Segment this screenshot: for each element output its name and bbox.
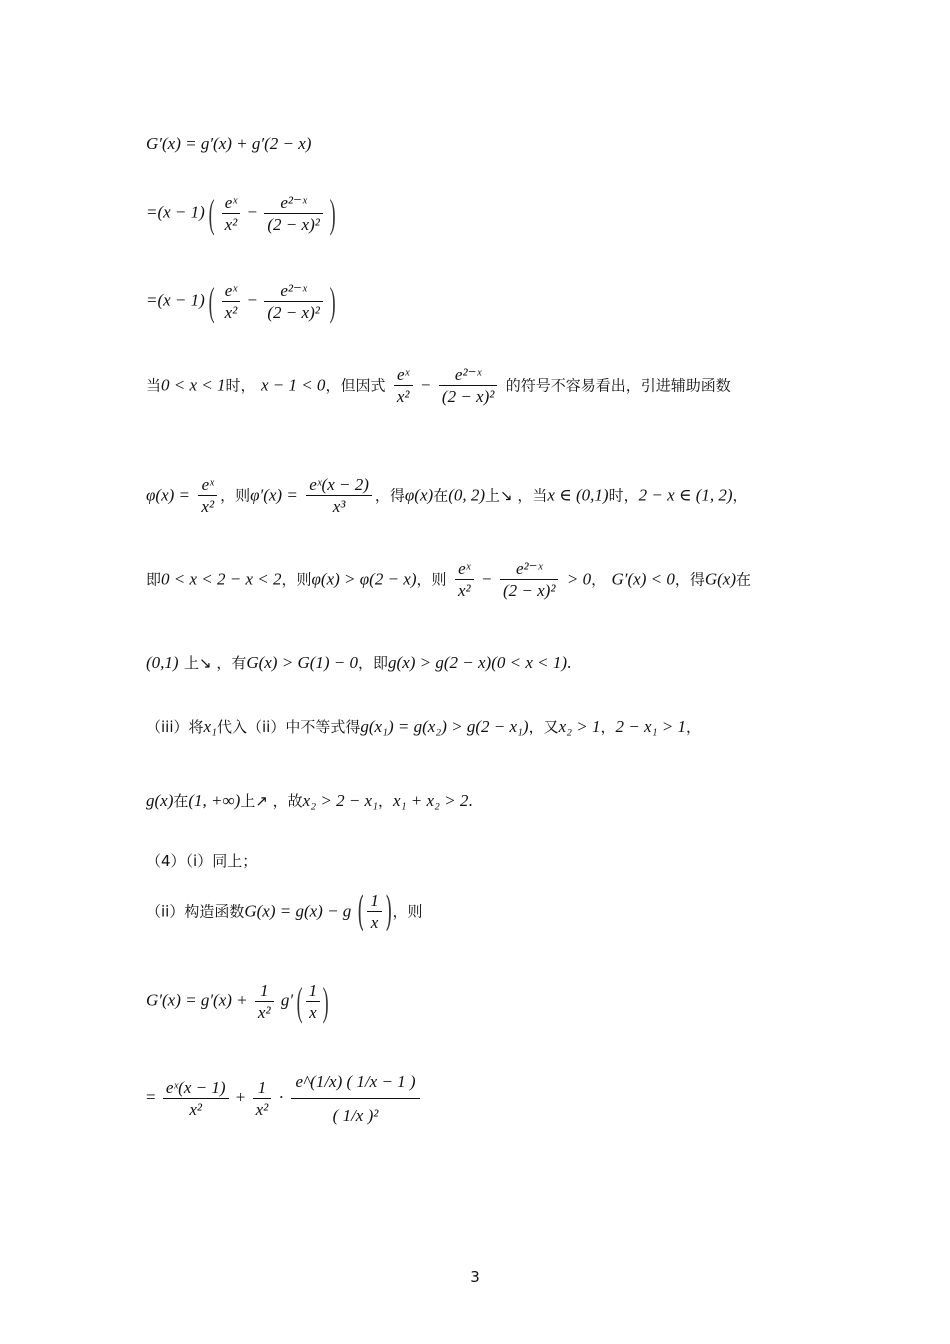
math-variable: x₁ [203, 717, 217, 736]
text-segment: ， [378, 792, 394, 810]
fraction-1-over-x [306, 980, 321, 1024]
g-construction: G(x) = g(x) − g [244, 901, 352, 921]
fraction-e2x-over-2mx2 [264, 192, 322, 236]
text-segment: 在 [736, 570, 752, 589]
phi-definition: φ(x) = [146, 485, 190, 505]
period: . [567, 653, 572, 672]
fraction-denominator: (2 − x)² [441, 387, 495, 407]
fraction-e2x-over-2mx2 [439, 364, 497, 408]
math-inequality: G′(x) < 0 [611, 569, 675, 589]
fraction-phi-prime [306, 474, 372, 518]
minus-sign: − [247, 202, 258, 222]
fraction-numerator: e^(1/x) ( 1/x − 1 ) [291, 1065, 419, 1099]
fraction-e2x-over-2mx2 [264, 280, 322, 324]
compound-fraction [291, 1065, 419, 1133]
text-segment: 当 [146, 376, 162, 395]
text-segment: ， [685, 718, 701, 736]
page-number: 3 [470, 1268, 480, 1286]
text-line-4 [146, 364, 731, 408]
text-segment: ，又 [528, 718, 559, 736]
text-segment: ，则 [220, 486, 251, 505]
fraction-numerator: eˣ [455, 558, 474, 580]
fraction-numerator: e²⁻ˣ [439, 364, 497, 386]
equals-sign: = [146, 1087, 156, 1107]
math-inequality: φ(x) > φ(2 − x) [311, 569, 417, 589]
text-segment: ， [591, 570, 607, 589]
right-paren: ) [322, 978, 329, 1024]
g-prime-expression: G′(x) = g′(x) + [146, 990, 248, 1010]
fraction-denominator: x² [257, 1003, 271, 1023]
left-paren: ( [208, 278, 215, 324]
fraction-numerator: eˣ [394, 364, 413, 386]
fraction-numerator: e²⁻ˣ [264, 280, 322, 302]
fraction-numerator: 1 [367, 890, 382, 912]
fraction-denominator: x² [224, 303, 238, 323]
factor-prefix: =(x − 1) [146, 290, 205, 310]
fraction-ex-over-x2 [394, 364, 413, 408]
text-segment: 上↗ ，故 [240, 792, 303, 810]
math-expression: G(x) [704, 569, 737, 589]
math-inequality: x₁ + x₂ > 2 [393, 791, 469, 810]
fraction-ex-x-minus-1-over-x2 [163, 1077, 229, 1121]
fraction-numerator: 1 [253, 1077, 272, 1099]
fraction-ex-over-x2 [198, 474, 217, 518]
equation-line-2 [146, 192, 335, 236]
text-segment: （ii）构造函数 [146, 902, 245, 921]
fraction-numerator: eˣ(x − 1) [163, 1077, 229, 1099]
fraction-denominator: x [370, 913, 379, 933]
g-prime-sum: G′(x) = g′(x) + g′(2 − x) [146, 134, 312, 153]
math-inequality: g(x₁) = g(x₂) > g(2 − x₁) [360, 717, 529, 736]
left-paren: ( [357, 888, 365, 935]
text-segment: ， [600, 718, 616, 736]
text-line-5 [146, 474, 748, 518]
equation-line-13 [146, 1065, 423, 1133]
text-segment: ，得 [374, 486, 405, 505]
fraction-numerator: eˣ [198, 474, 217, 496]
fraction-denominator: x² [189, 1100, 203, 1120]
g-prime-symbol: g′ [280, 990, 294, 1010]
fraction-1-over-x2 [253, 1077, 272, 1121]
fraction-denominator: (2 − x)² [267, 303, 320, 323]
text-line-11 [146, 890, 422, 934]
fraction-numerator: e²⁻ˣ [264, 192, 322, 214]
right-paren: ) [329, 278, 336, 324]
text-segment: 在 [433, 486, 449, 505]
text-segment: 代入（ii）中不等式得 [216, 718, 361, 736]
fraction-1-over-x [367, 890, 382, 934]
text-segment: （4）（i）同上； [146, 852, 258, 870]
equation-line-12 [146, 980, 328, 1024]
fraction-denominator: x² [201, 497, 215, 517]
fraction-denominator: x³ [332, 497, 346, 517]
fraction-ex-over-x2 [455, 558, 474, 602]
text-line-6 [146, 558, 751, 602]
math-inequality: > 0 [566, 569, 592, 589]
text-line-10 [146, 850, 257, 871]
fraction-ex-over-x2 [222, 280, 241, 324]
minus-sign: − [420, 375, 431, 395]
math-expression: φ(x) [404, 485, 434, 505]
right-paren: ) [385, 888, 393, 935]
left-paren: ( [296, 978, 303, 1024]
fraction-denominator: x² [224, 215, 238, 235]
left-paren: ( [208, 190, 215, 236]
fraction-numerator: e²⁻ˣ [500, 558, 558, 580]
text-line-8 [146, 716, 701, 737]
math-expression: g(x) [146, 791, 174, 810]
fraction-numerator: eˣ [222, 192, 241, 214]
text-line-9 [146, 790, 473, 811]
phi-derivative: φ′(x) = [250, 485, 298, 505]
multiply-dot: · [278, 1087, 285, 1107]
text-segment: ，则 [392, 902, 423, 921]
math-inequality: 0 < x < 1 [161, 375, 226, 395]
math-inequality: 2 − x₁ > 1 [615, 717, 686, 736]
text-segment: 的符号不容易看出，引进辅助函数 [505, 376, 731, 395]
text-segment: 时， [225, 376, 256, 395]
fraction-denominator: x² [457, 581, 471, 601]
math-interval: (0,1) [146, 653, 179, 672]
right-paren: ) [329, 190, 336, 236]
text-segment: ，则 [281, 570, 312, 589]
math-inequality: x₂ > 2 − x₁ [302, 791, 379, 810]
text-segment: 时， [608, 486, 639, 505]
fraction-numerator: 1 [255, 980, 274, 1002]
math-interval: (1, +∞) [188, 791, 241, 810]
text-segment: 即 [146, 570, 162, 589]
math-inequality: g(x) > g(2 − x)(0 < x < 1) [388, 653, 568, 672]
math-interval: (0, 2) [448, 485, 486, 505]
fraction-numerator: eˣ(x − 2) [306, 474, 372, 496]
fraction-denominator: (2 − x)² [503, 581, 556, 601]
fraction-denominator: (2 − x)² [267, 215, 320, 235]
minus-sign: − [247, 290, 258, 310]
equation-line-1 [146, 134, 311, 154]
math-inequality: x₂ > 1 [558, 717, 601, 736]
text-segment: ，得 [674, 570, 705, 589]
fraction-ex-over-x2 [222, 192, 241, 236]
math-membership: x ∈ (0,1) [547, 485, 609, 505]
fraction-denominator: x² [396, 387, 410, 407]
text-line-7 [146, 652, 571, 673]
fraction-numerator: 1 [306, 980, 321, 1002]
text-segment: ，即 [358, 654, 389, 672]
math-inequality: x − 1 < 0 [260, 375, 326, 395]
period: . [468, 791, 473, 810]
equation-line-3 [146, 280, 335, 324]
math-membership: 2 − x ∈ (1, 2) [638, 485, 733, 505]
fraction-1-over-x2 [255, 980, 274, 1024]
math-inequality: 0 < x < 2 − x < 2 [161, 569, 282, 589]
text-segment: 上↘ ，有 [183, 654, 247, 672]
fraction-e2x-over-2mx2 [500, 558, 558, 602]
minus-sign: − [482, 569, 492, 589]
plus-sign: + [235, 1087, 246, 1107]
text-segment: 在 [173, 792, 189, 810]
math-inequality: G(x) > G(1) − 0 [246, 653, 359, 672]
fraction-denominator: x² [255, 1100, 269, 1120]
text-segment: ， [732, 486, 748, 505]
text-segment: 上↘ ，当 [485, 486, 548, 505]
text-segment: ，则 [416, 570, 447, 589]
fraction-denominator: x [309, 1003, 317, 1023]
fraction-denominator: ( 1/x )² [332, 1106, 379, 1126]
text-segment: ，但因式 [325, 376, 386, 395]
text-segment: （iii）将 [146, 718, 204, 736]
fraction-numerator: eˣ [222, 280, 241, 302]
factor-prefix: =(x − 1) [146, 202, 205, 222]
